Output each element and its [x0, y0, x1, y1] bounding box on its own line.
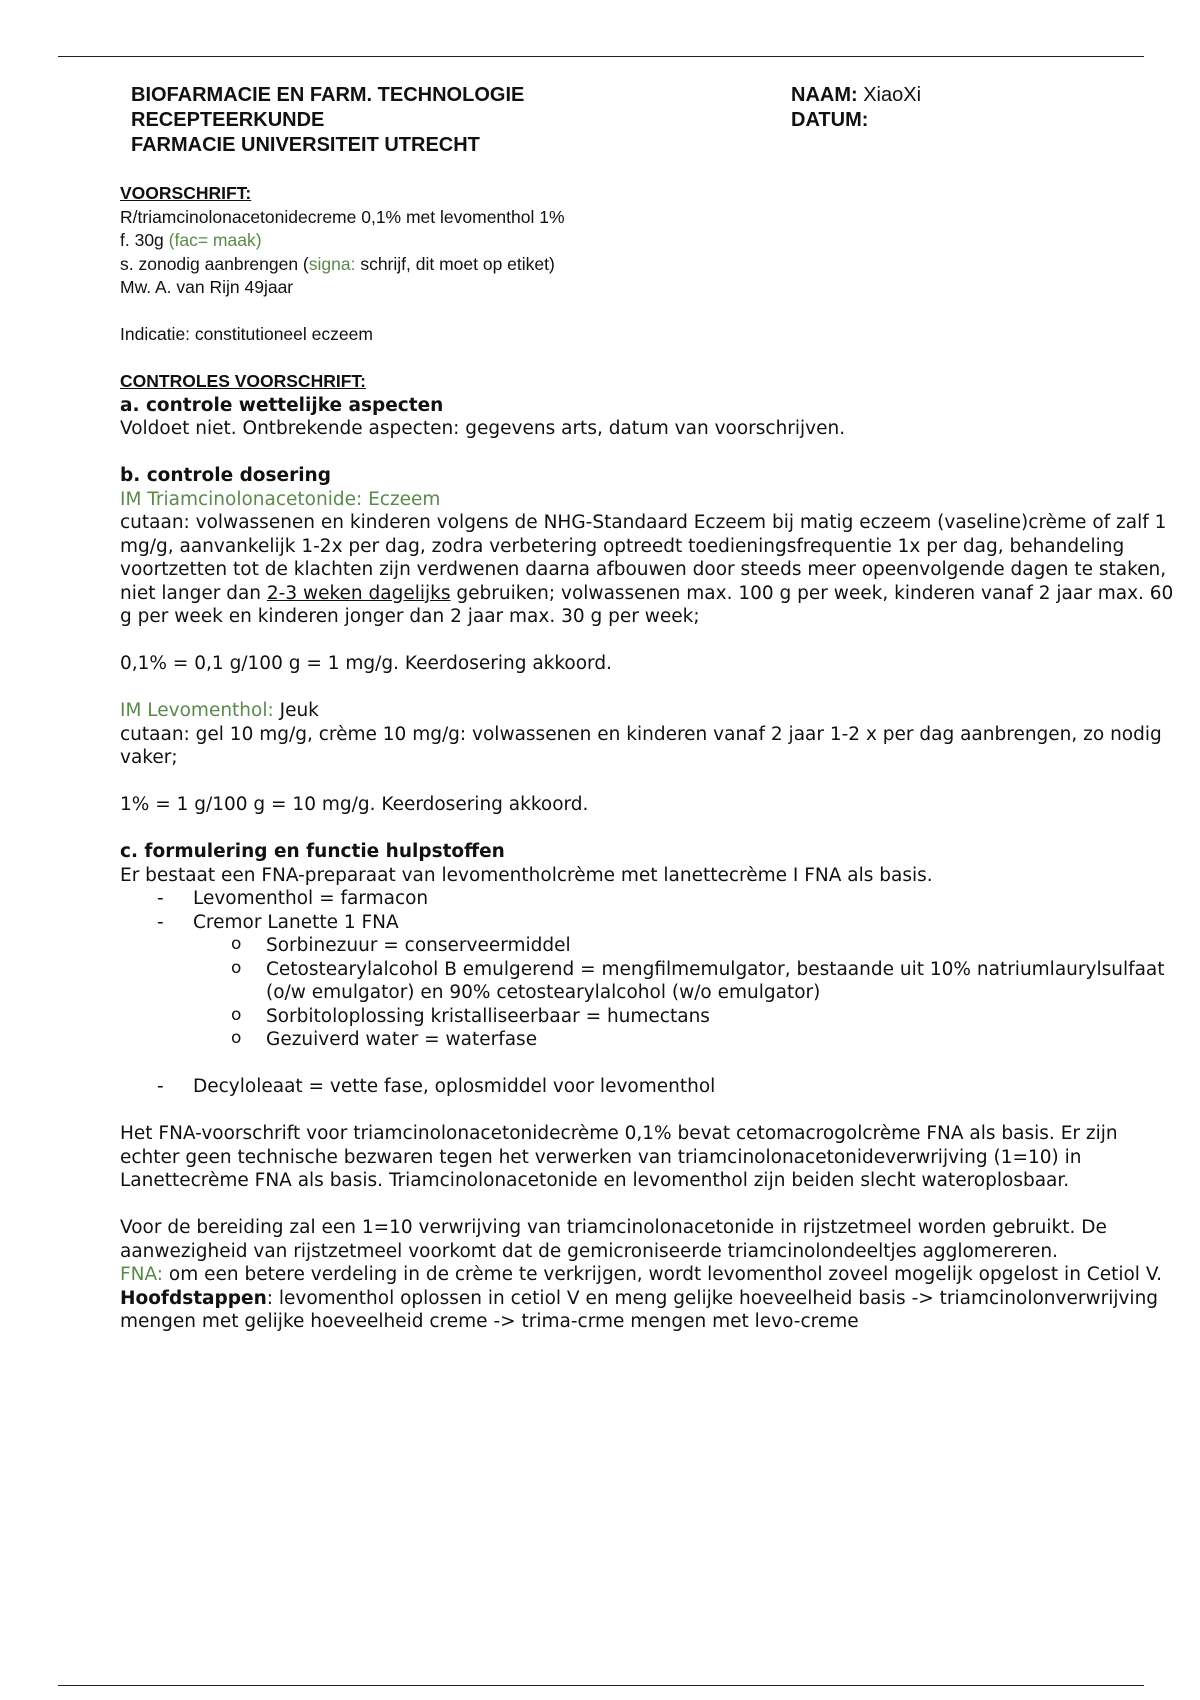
circle-bullet: o: [231, 934, 242, 954]
datum-row: [791, 108, 921, 133]
prescription-line: R/triamcinolonacetonidecreme 0,1% met levomenthol 1%: [120, 206, 565, 227]
hoofdstappen-label: Hoofdstappen: [120, 1287, 267, 1309]
bottom-rule: [58, 1685, 1144, 1686]
im-triamcinolon: IM Triamcinolonacetonide: Eczeem: [120, 488, 441, 510]
naam-row: [791, 83, 921, 108]
naam-label: NAAM:: [791, 84, 858, 106]
list-item: [193, 934, 1180, 958]
dosage-calc-1: 0,1% = 0,1 g/100 g = 1 mg/g. Keerdosering akkoord.: [120, 653, 612, 674]
sub-ingredient-list: [193, 934, 1180, 1052]
paragraph-fna-note: [120, 1263, 1180, 1287]
section-b-heading: b. controle dosering: [120, 465, 331, 486]
paragraph-hoofdstappen: [120, 1287, 1180, 1334]
im-value: Jeuk: [273, 700, 319, 721]
controles-heading: CONTROLES VOORSCHRIFT:: [120, 371, 366, 391]
prescription-note: signa:: [308, 253, 356, 274]
header-line: RECEPTEERKUNDE: [131, 109, 325, 131]
ingredient-list-2: [120, 1075, 1180, 1099]
prescription-text: schrijf, dit moet op etiket): [355, 253, 555, 274]
list-item-text: Levomenthol = farmacon: [193, 888, 429, 909]
list-item-text: Sorbinezuur = conserveermiddel: [266, 935, 571, 956]
dash-bullet: -: [157, 888, 164, 909]
indicatie-line: Indicatie: constitutioneel eczeem: [120, 324, 373, 344]
section-a-heading: a. controle wettelijke aspecten: [120, 394, 444, 416]
list-item-text: Sorbitoloplossing kristalliseerbaar = humectans: [266, 1005, 710, 1027]
hoofdstappen-text: : levomenthol oplossen in cetiol V en meng gelijke hoeveelheid basis -> triamcinolonverwrijving mengen met gelijke hoeveelheid creme -> trima-crme mengen met levo-creme: [120, 1287, 1159, 1332]
dash-bullet: -: [157, 911, 164, 933]
header-student-info: [791, 83, 921, 133]
prescription-line: [120, 229, 1180, 253]
prescription-line: [120, 253, 1180, 277]
list-item-text: Gezuiverd water = waterfase: [266, 1029, 538, 1050]
datum-label: DATUM:: [791, 109, 869, 131]
section-c-heading: c. formulering en functie hulpstoffen: [120, 841, 505, 862]
header-line: BIOFARMACIE EN FARM. TECHNOLOGIE: [131, 84, 525, 106]
fna-text: om een betere verdeling in de crème te verkrijgen, wordt levomenthol zoveel mogelijk opgelost in Cetiol V.: [163, 1264, 1162, 1285]
im-levomenthol: [120, 699, 1180, 723]
dash-bullet: -: [157, 1076, 164, 1097]
paragraph-bereiding: Voor de bereiding zal een 1=10 verwrijving van triamcinolonacetonide in rijstzetmeel worden gebruikt. De aanwezigheid van rijstzetmeel voorkomt dat de gemicroniseerde triamcinolondeeltjes agglomereren.: [120, 1217, 1107, 1262]
dosage-text: gebruiken; volwassenen max. 100 g per week, kinderen vanaf 2 jaar max. 60 g per week en kinderen jonger dan 2 jaar max. 30 g per week;: [120, 582, 1174, 627]
voorschrift-section: [120, 182, 1180, 394]
list-item: [120, 887, 1180, 911]
dosage-calc-2: 1% = 1 g/100 g = 10 mg/g. Keerdosering akkoord.: [120, 794, 589, 815]
fna-label: FNA:: [120, 1264, 164, 1285]
list-item-text: Cetostearylalcohol B emulgerend = mengfilmemulgator, bestaande uit 10% natriumlaurylsulfaat (o/w emulgator) en 90% cetostearylalcohol (w/o emulgator): [266, 958, 1165, 1003]
circle-bullet: o: [231, 1028, 242, 1048]
prescription-text: s. zonodig aanbrengen (: [120, 253, 309, 274]
paragraph-fna-voorschrift: Het FNA-voorschrift voor triamcinolonacetonidecrème 0,1% bevat cetomacrogolcrème FNA als basis. Er zijn echter geen technische bezwaren tegen het verwerken van triamcinolonacetonideverwrijving (1=10) in Lanettecrème FNA als basis. Triamcinolonacetonide en levomenthol zijn beiden slecht wateroplosbaar.: [120, 1123, 1118, 1191]
list-item: [193, 958, 1180, 1005]
top-rule: [58, 56, 1144, 57]
ingredient-list: [120, 887, 1180, 1052]
header-institution: [131, 83, 524, 158]
list-item: [120, 1075, 1180, 1099]
circle-bullet: o: [231, 957, 242, 978]
document-body: [120, 182, 1180, 1334]
dosage-text-triamcinolon: [120, 511, 1180, 629]
section-c-intro: Er bestaat een FNA-preparaat van levomentholcrème met lanettecrème I FNA als basis.: [120, 864, 933, 886]
voorschrift-heading: VOORSCHRIFT:: [120, 183, 252, 203]
dosage-emphasis: 2-3 weken dagelijks: [266, 582, 451, 604]
list-item-text: Decyloleaat = vette fase, oplosmiddel voor levomenthol: [193, 1076, 716, 1097]
prescription-text: f. 30g: [120, 230, 169, 250]
list-item: [193, 1005, 1180, 1029]
im-label: IM Levomenthol:: [120, 700, 274, 721]
circle-bullet: o: [231, 1004, 242, 1025]
list-item-text: Cremor Lanette 1 FNA: [193, 911, 399, 933]
prescription-note: (fac= maak): [168, 230, 262, 250]
header-line: FARMACIE UNIVERSITEIT UTRECHT: [131, 134, 480, 156]
dosage-text-levomenthol: cutaan: gel 10 mg/g, crème 10 mg/g: volwassenen en kinderen vanaf 2 jaar 1-2 x per dag aanbrengen, zo nodig vaker;: [120, 723, 1162, 768]
list-item: [120, 911, 1180, 1052]
naam-value: XiaoXi: [857, 84, 922, 106]
patient-line: Mw. A. van Rijn 49jaar: [120, 277, 294, 297]
section-a-text: Voldoet niet. Ontbrekende aspecten: gegevens arts, datum van voorschrijven.: [120, 418, 846, 439]
list-item: [193, 1028, 1180, 1052]
dosage-text: cutaan: volwassenen en kinderen volgens de NHG-Standaard Eczeem bij matig eczeem (vaseline)crème of zalf 1 mg/g, aanvankelijk 1-2x per dag, zodra verbetering optreedt toedieningsfrequentie 1x per dag, behandeling voortzetten tot de klachten zijn verdwenen daarna afbouwen door steeds meer opeenvolgende dagen te staken, niet langer dan: [120, 512, 1167, 604]
